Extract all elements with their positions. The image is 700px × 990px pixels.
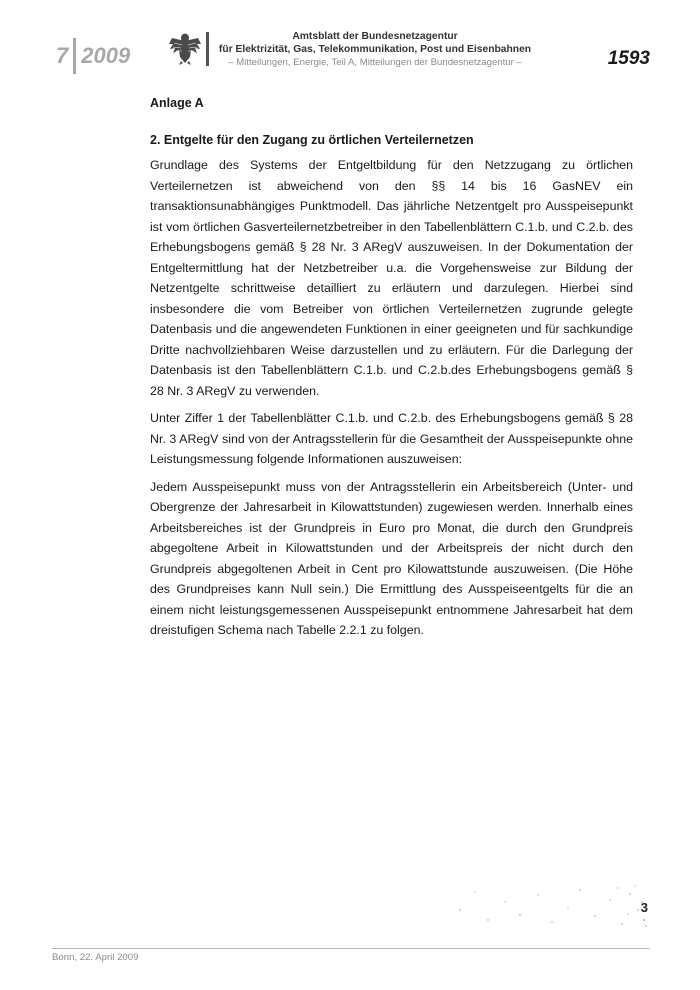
journal-subtitle: für Elektrizität, Gas, Telekommunikation, Post und Eisenbahnen	[218, 44, 532, 55]
journal-title: Amtsblatt der Bundesnetzagentur	[292, 31, 458, 42]
footer-place-date: Bonn, 22. April 2009	[52, 952, 139, 963]
section-title: 2. Entgelte für den Zugang zu örtlichen Verteilernetzen	[150, 133, 474, 147]
issue-label	[56, 38, 130, 74]
paragraph: Jedem Ausspeisepunkt muss von der Antragsstellerin ein Arbeitsbereich (Unter- und Obergrenze der Jahresarbeit in Kilowattstunden) zugewiesen werden. Innerhalb eines Arbeitsbereiches ist der Grundpreis in Euro pro Monat, die durch den Grundpreis abgegoltene Arbeit in Kilowattstunden und der Arbeitspreis der nicht durch den Grundpreis abgegoltenen Arbeit in Cent pro Kilowattstunde auszuweisen. (Die Höhe des Grundpreises kann Null sein.) Die Ermittlung des Ausspeiseentgelts für die an einem nicht leistungsgemessenen Ausspeisepunkt entnommene Jahresarbeit hat dem dreistufigen Schema nach Tabelle 2.2.1 zu folgen.	[150, 479, 633, 637]
document-body	[150, 96, 633, 648]
issue-divider	[73, 38, 76, 74]
footer-divider	[52, 948, 650, 949]
issue-year: 2009	[81, 43, 131, 68]
federal-eagle-icon	[168, 30, 202, 66]
journal-header	[215, 30, 535, 69]
scan-page-mark: 3	[640, 900, 648, 915]
issue-number: 7	[56, 43, 69, 68]
paragraph: Unter Ziffer 1 der Tabellenblätter C.1.b. und C.2.b. des Erhebungsbogens gemäß § 28 Nr. 3 ARegV sind von der Antragsstellerin für die Gesamtheit der Ausspeisepunkte ohne Leistungsmessung folgende Informationen auszuweisen:	[150, 411, 633, 466]
journal-section: – Mitteilungen, Energie, Teil A, Mitteilungen der Bundesnetzagentur –	[228, 57, 522, 68]
scan-noise	[450, 880, 650, 930]
header-divider	[206, 32, 209, 66]
page-number: 1593	[607, 48, 650, 69]
annex-label: Anlage A	[150, 96, 204, 110]
paragraph: Grundlage des Systems der Entgeltbildung für den Netzzugang zu örtlichen Verteilernetzen ist abweichend von den §§ 14 bis 16 GasNEV ein transaktionsunabhängiges Punktmodell. Das jährliche Netzentgelt pro Ausspeisepunkt ist vom örtlichen Gasverteilernetzbetreiber in den Tabellenblättern C.1.b. und C.2.b. des Erhebungsbogens gemäß § 28 Nr. 3 ARegV auszuweisen. In der Dokumentation der Entgeltermittlung hat der Netzbetreiber u.a. die Vorgehensweise zur Bildung der Netzentgelte schrittweise detailliert zu erläutern und darzulegen. Hierbei sind insbesondere die vom Betreiber von örtlichen Verteilernetzen zugrunde gelegte Datenbasis und die angewendeten Funktionen in einer geeigneten und für sachkundige Dritte nachvollziehbaren Weise darzustellen und zu erläutern. Für die Darlegung der Datenbasis ist den Tabellenblättern C.1.b. und C.2.b.des Erhebungsbogens gemäß § 28 Nr. 3 ARegV zu verwenden.	[150, 158, 633, 398]
